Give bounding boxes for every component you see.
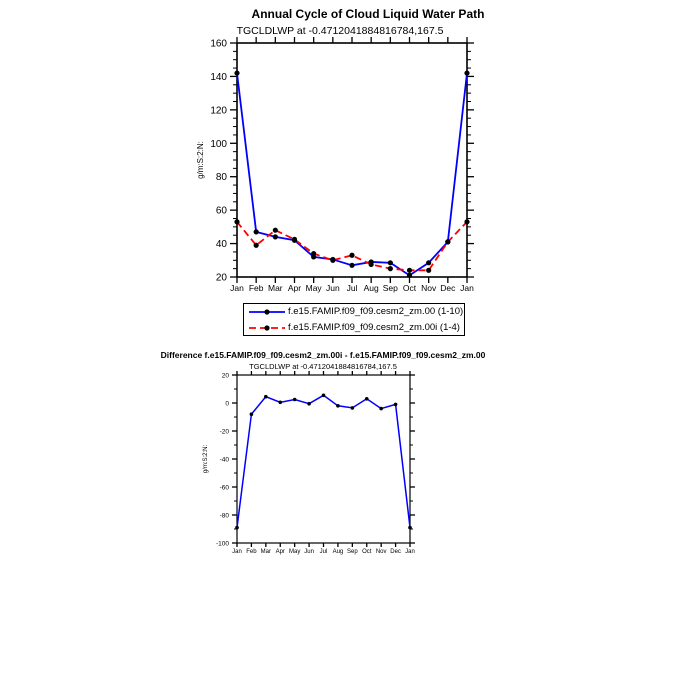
y-tick-label: 120: [210, 105, 227, 117]
y-tick-label: 40: [215, 239, 227, 251]
data-point-marker: [464, 70, 469, 75]
x-tick-label: Feb: [246, 549, 257, 555]
data-point-marker: [379, 407, 383, 411]
y-axis-title: g/m:S:2:N:: [203, 444, 209, 474]
data-point-marker: [336, 404, 340, 408]
series-line: [237, 395, 410, 527]
y-axis-title: g/m:S:2:N:: [196, 141, 205, 179]
data-point-marker: [369, 262, 374, 267]
data-point-marker: [250, 412, 254, 416]
data-point-marker: [408, 526, 412, 530]
data-point-marker: [254, 229, 259, 234]
data-point-marker: [365, 397, 369, 401]
x-tick-label: Jan: [405, 549, 415, 555]
top-chart-subtitle: TGCLDLWP at -0.4712041884816784,167.5: [236, 25, 444, 37]
top-chart-title: Annual Cycle of Cloud Liquid Water Path: [251, 7, 485, 21]
x-tick-label: Jan: [230, 283, 244, 293]
x-tick-label: Aug: [332, 549, 344, 555]
x-tick-label: Jan: [232, 549, 242, 555]
axis-frame: [237, 43, 467, 277]
x-tick-label: Sep: [382, 283, 398, 293]
y-tick-label: 160: [210, 38, 227, 50]
data-point-marker: [235, 526, 239, 530]
data-point-marker: [330, 258, 335, 263]
data-point-marker: [254, 243, 259, 248]
x-tick-label: Mar: [260, 549, 272, 555]
data-point-marker: [273, 228, 278, 233]
y-tick-label: -60: [219, 484, 229, 492]
x-tick-label: Sep: [346, 549, 358, 555]
legend-line-sample-dashed: [248, 322, 286, 334]
data-point-marker: [426, 260, 431, 265]
x-tick-label: Oct: [402, 283, 417, 293]
data-point-marker: [292, 237, 297, 242]
data-point-marker: [264, 395, 268, 399]
series-line: [237, 73, 467, 275]
y-tick-label: 60: [215, 205, 227, 217]
x-tick-label: Jul: [346, 283, 358, 293]
x-tick-label: Nov: [421, 283, 437, 293]
data-point-marker: [293, 398, 297, 402]
data-point-marker: [311, 251, 316, 256]
x-tick-label: Apr: [275, 549, 285, 555]
legend-label-case2: f.e15.FAMIP.f09_f09.cesm2_zm.00i (1-4): [288, 322, 460, 333]
x-tick-label: Oct: [362, 549, 372, 555]
x-tick-label: Jun: [304, 549, 314, 555]
x-tick-label: Jul: [319, 549, 328, 555]
x-tick-label: Dec: [390, 549, 401, 555]
annual-cycle-chart: [196, 37, 474, 293]
x-tick-label: Jan: [460, 283, 474, 293]
data-point-marker: [351, 406, 355, 410]
legend-marker-dot: [264, 309, 269, 314]
data-point-marker: [273, 234, 278, 239]
y-tick-label: 100: [210, 138, 227, 150]
y-tick-label: 140: [210, 71, 227, 83]
legend-item-case2: [248, 320, 464, 335]
x-tick-label: Jun: [325, 283, 340, 293]
y-tick-label: -80: [219, 512, 229, 520]
y-tick-label: 80: [215, 172, 227, 184]
data-point-marker: [426, 268, 431, 273]
data-point-marker: [464, 219, 469, 224]
data-point-marker: [388, 266, 393, 271]
x-tick-label: Apr: [287, 283, 302, 293]
legend-label-case1: f.e15.FAMIP.f09_f09.cesm2_zm.00 (1-10): [288, 306, 464, 317]
x-tick-label: Aug: [363, 283, 379, 293]
x-tick-label: May: [305, 283, 322, 293]
y-tick-label: -20: [219, 428, 229, 436]
y-tick-label: -40: [219, 456, 229, 464]
bottom-chart-subtitle: TGCLDLWP at -0.4712041884816784,167.5: [249, 362, 397, 371]
data-point-marker: [349, 263, 354, 268]
x-tick-label: Mar: [268, 283, 283, 293]
legend-line-sample-solid: [248, 306, 286, 318]
x-tick-label: Nov: [375, 549, 387, 555]
y-tick-label: 0: [225, 400, 229, 408]
y-tick-label: 20: [215, 272, 227, 284]
legend: [243, 303, 465, 336]
legend-item-case1: [248, 304, 464, 319]
data-point-marker: [407, 268, 412, 273]
x-tick-label: May: [288, 549, 301, 555]
data-point-marker: [349, 253, 354, 258]
y-tick-label: -100: [215, 540, 229, 548]
legend-marker-dot: [264, 325, 269, 330]
data-point-marker: [307, 402, 311, 406]
data-point-marker: [407, 273, 412, 278]
data-point-marker: [388, 260, 393, 265]
data-point-marker: [234, 70, 239, 75]
x-tick-label: Dec: [440, 283, 456, 293]
data-point-marker: [322, 394, 326, 398]
data-point-marker: [278, 401, 282, 405]
data-point-marker: [445, 239, 450, 244]
difference-chart: [203, 371, 415, 555]
data-point-marker: [394, 403, 398, 407]
data-point-marker: [234, 219, 239, 224]
y-tick-label: 20: [221, 372, 229, 380]
bottom-chart-title: Difference f.e15.FAMIP.f09_f09.cesm2_zm.00i - f.e15.FAMIP.f09_f09.cesm2_zm.00: [160, 350, 486, 360]
x-tick-label: Feb: [248, 283, 264, 293]
